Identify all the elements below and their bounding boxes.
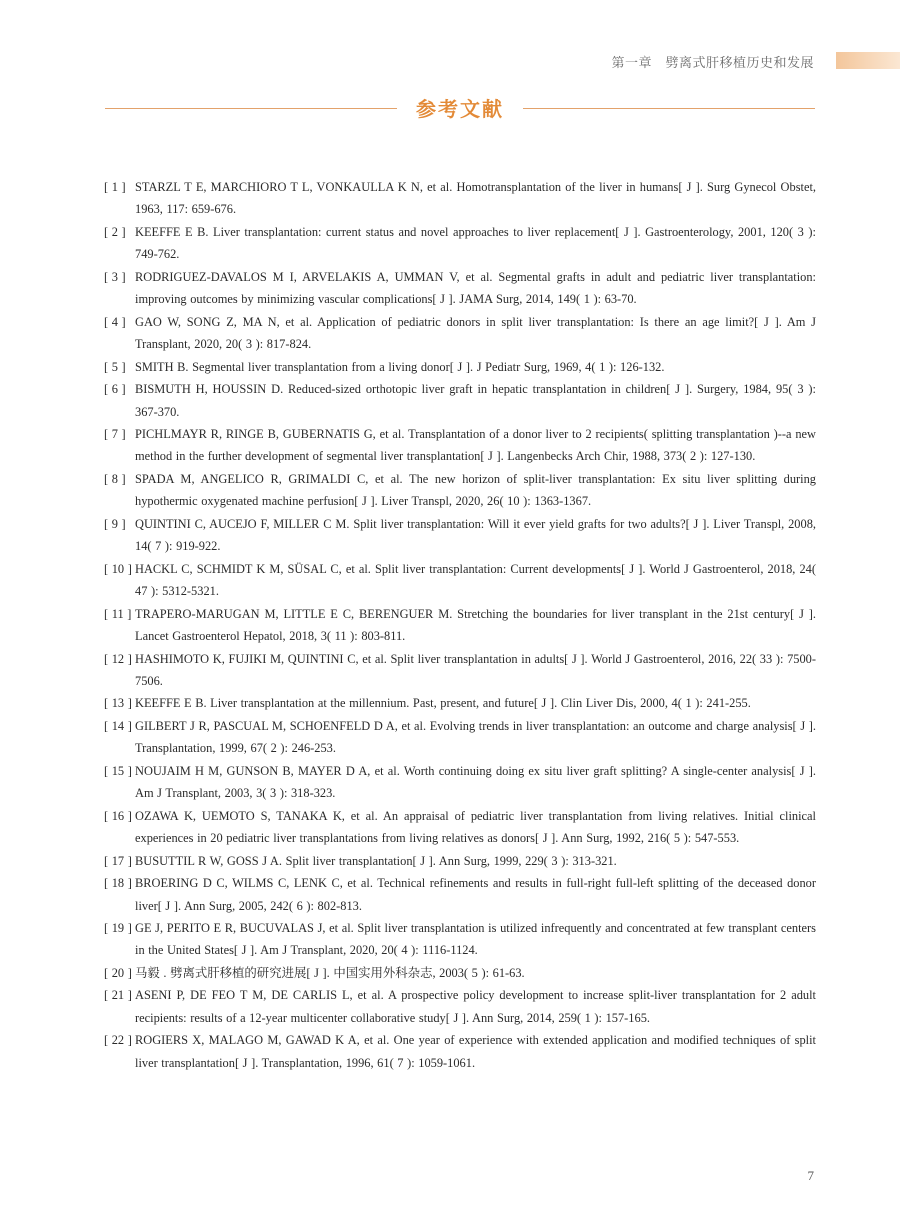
reference-item [104, 221, 816, 266]
reference-text: ASENI P, DE FEO T M, DE CARLIS L, et al. A prospective policy development to increase split-liver transplantation for 2 adult recipients: results of a 12-year multicenter collaborative study[ J ]. Ann Surg, 2014, 259( 1 ): 157-165. [135, 988, 816, 1025]
reference-number: [ 7 ] [104, 426, 126, 441]
reference-number: [ 13 ] [104, 696, 132, 711]
section-title-row [105, 93, 815, 123]
reference-number: [ 22 ] [104, 1033, 132, 1048]
page-number: 7 [807, 1168, 814, 1183]
reference-text: OZAWA K, UEMOTO S, TANAKA K, et al. An appraisal of pediatric liver transplantation from living relatives. Initial clinical experiences in 20 pediatric liver transplantations from living relatives as donors[ J ]. Ann Surg, 1992, 216( 5 ): 547-553. [135, 808, 816, 846]
reference-number: [ 14 ] [104, 718, 132, 733]
reference-item [104, 715, 816, 760]
reference-text: STARZL T E, MARCHIORO T L, VONKAULLA K N, et al. Homotransplantation of the liver in humans[ J ]. Surg Gynecol Obstet, 1963, 117: 659-676. [135, 180, 816, 217]
reference-number: [ 16 ] [104, 808, 132, 823]
reference-text: KEEFFE E B. Liver transplantation: current status and novel approaches to liver replacement[ J ]. Gastroenterology, 2001, 120( 3 ): 749-762. [135, 224, 816, 262]
reference-number: [ 6 ] [104, 382, 126, 397]
reference-item [104, 423, 816, 468]
reference-item [104, 692, 816, 714]
reference-text: PICHLMAYR R, RINGE B, GUBERNATIS G, et al. Transplantation of a donor liver to 2 recipients( splitting transplantation )--a new method in the further development of segmental liver transplantation[ J ]. Langenbecks Arch Chir, 1988, 373( 2 ): 127-130. [135, 426, 816, 464]
reference-item [104, 850, 816, 872]
reference-item [104, 311, 816, 356]
reference-text: RODRIGUEZ-DAVALOS M I, ARVELAKIS A, UMMAN V, et al. Segmental grafts in adult and pediatric liver transplantation: improving outcomes by minimizing vascular complications[ J ]. JAMA Surg, 2014, 149( 1 ): 63-70. [135, 269, 816, 307]
section-title: 参考文献 [416, 97, 504, 121]
reference-item [104, 917, 816, 962]
reference-item [104, 984, 816, 1029]
reference-item [104, 378, 816, 423]
reference-text: SPADA M, ANGELICO R, GRIMALDI C, et al. The new horizon of split-liver transplantation: Ex situ liver splitting during hypothermic oxygenated machine perfusion[ J ]. Liver Transpl, 2020, 26( 10 ): 1363-1367. [135, 471, 816, 509]
reference-text: BUSUTTIL R W, GOSS J A. Split liver transplantation[ J ]. Ann Surg, 1999, 229( 3 ): 313-321. [135, 853, 617, 868]
reference-text: ROGIERS X, MALAGO M, GAWAD K A, et al. One year of experience with extended application and modified techniques of split liver transplantation[ J ]. Transplantation, 1996, 61( 7 ): 1059-1061. [135, 1033, 816, 1070]
reference-number: [ 21 ] [104, 988, 132, 1003]
header-accent-bar [836, 52, 900, 69]
reference-item [104, 872, 816, 917]
reference-number: [ 19 ] [104, 920, 132, 935]
title-rule-right [523, 108, 815, 109]
reference-text: 马毅 . 劈离式肝移植的研究进展[ J ]. 中国实用外科杂志, 2003( 5 ): 61-63. [135, 965, 525, 980]
reference-number: [ 3 ] [104, 269, 126, 284]
reference-text: HASHIMOTO K, FUJIKI M, QUINTINI C, et al. Split liver transplantation in adults[ J ]. World J Gastroenterol, 2016, 22( 33 ): 7500-7506. [135, 651, 816, 688]
reference-item [104, 962, 816, 984]
reference-item [104, 760, 816, 805]
reference-number: [ 5 ] [104, 359, 126, 374]
reference-item [104, 468, 816, 513]
reference-number: [ 11 ] [104, 606, 132, 621]
reference-text: SMITH B. Segmental liver transplantation from a living donor[ J ]. J Pediatr Surg, 1969, 4( 1 ): 126-132. [135, 359, 665, 374]
reference-number: [ 1 ] [104, 180, 126, 194]
reference-item [104, 1029, 816, 1074]
reference-list [104, 176, 816, 1074]
reference-item [104, 513, 816, 558]
reference-number: [ 12 ] [104, 651, 132, 666]
reference-item [104, 603, 816, 648]
reference-number: [ 17 ] [104, 853, 132, 868]
reference-number: [ 4 ] [104, 314, 126, 329]
reference-text: BROERING D C, WILMS C, LENK C, et al. Technical refinements and results in full-right full-left splitting of the deceased donor liver[ J ]. Ann Surg, 2005, 242( 6 ): 802-813. [135, 876, 816, 913]
reference-text: KEEFFE E B. Liver transplantation at the millennium. Past, present, and future[ J ]. Clin Liver Dis, 2000, 4( 1 ): 241-255. [135, 696, 751, 711]
reference-number: [ 18 ] [104, 876, 132, 891]
reference-text: NOUJAIM H M, GUNSON B, MAYER D A, et al. Worth continuing doing ex situ liver graft splitting? A single-center analysis[ J ]. Am J Transplant, 2003, 3( 3 ): 318-323. [135, 763, 816, 801]
reference-number: [ 8 ] [104, 471, 126, 486]
reference-number: [ 2 ] [104, 224, 126, 239]
reference-text: QUINTINI C, AUCEJO F, MILLER C M. Split liver transplantation: Will it ever yield grafts for two adults?[ J ]. Liver Transpl, 2008, 14( 7 ): 919-922. [135, 516, 816, 554]
reference-text: GAO W, SONG Z, MA N, et al. Application of pediatric donors in split liver transplantation: Is there an age limit?[ J ]. Am J Transplant, 2020, 20( 3 ): 817-824. [135, 314, 816, 352]
reference-number: [ 10 ] [104, 561, 132, 576]
reference-item [104, 805, 816, 850]
reference-number: [ 15 ] [104, 763, 132, 778]
reference-text: HACKL C, SCHMIDT K M, SÜSAL C, et al. Split liver transplantation: Current developments[ J ]. World J Gastroenterol, 2018, 24( 47 ): 5312-5321. [135, 561, 816, 599]
reference-text: GE J, PERITO E R, BUCUVALAS J, et al. Split liver transplantation is utilized infrequently and concentrated at few transplant centers in the United States[ J ]. Am J Transplant, 2020, 20( 4 ): 1116-1124. [135, 920, 816, 958]
reference-text: BISMUTH H, HOUSSIN D. Reduced-sized orthotopic liver graft in hepatic transplantation in children[ J ]. Surgery, 1984, 95( 3 ): 367-370. [135, 382, 816, 419]
reference-text: GILBERT J R, PASCUAL M, SCHOENFELD D A, et al. Evolving trends in liver transplantation: an outcome and charge analysis[ J ]. Transplantation, 1999, 67( 2 ): 246-253. [135, 718, 816, 756]
reference-number: [ 9 ] [104, 516, 126, 531]
reference-item [104, 176, 816, 221]
running-header: 第一章 劈离式肝移植历史和发展 [611, 56, 814, 71]
reference-item [104, 266, 816, 311]
reference-item [104, 356, 816, 378]
reference-text: TRAPERO-MARUGAN M, LITTLE E C, BERENGUER M. Stretching the boundaries for liver transplant in the 21st century[ J ]. Lancet Gastroenterol Hepatol, 2018, 3( 11 ): 803-811. [135, 606, 816, 644]
reference-number: [ 20 ] [104, 965, 132, 980]
reference-item [104, 558, 816, 603]
reference-item [104, 648, 816, 693]
